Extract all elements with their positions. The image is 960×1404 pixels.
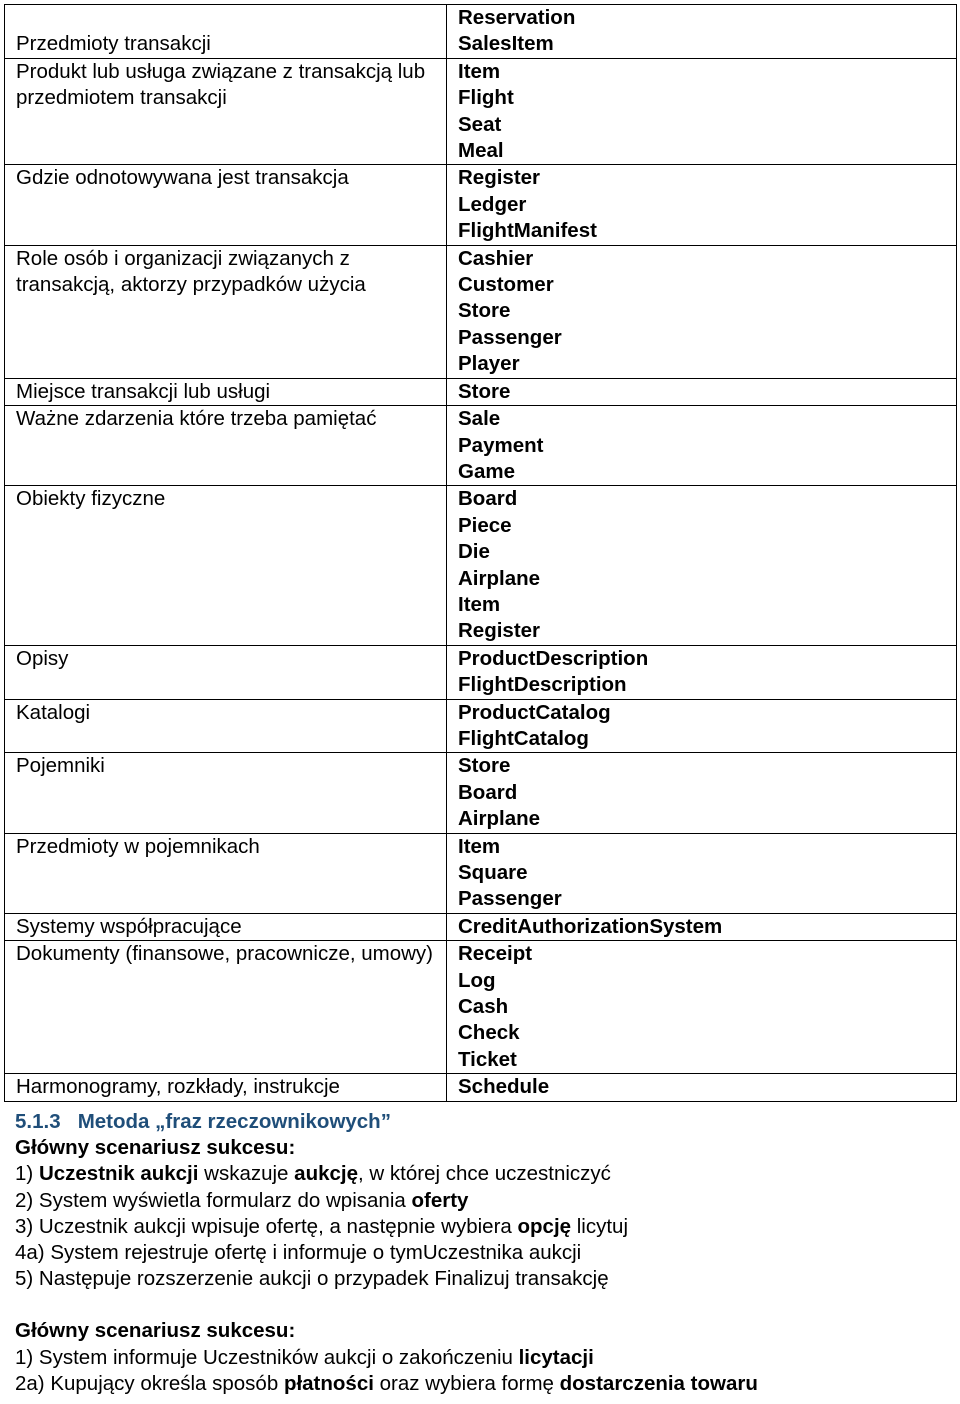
example-class: Square bbox=[458, 861, 528, 884]
table-row bbox=[5, 913, 957, 940]
table-row bbox=[5, 5, 957, 32]
scenario-1-title: Główny scenariusz sukcesu: bbox=[15, 1136, 296, 1160]
scenario-1-step-1: 1) Uczestnik aukcji wskazuje aukcję, w której chce uczestniczyć bbox=[15, 1162, 611, 1186]
section-title: Metoda „fraz rzeczownikowych” bbox=[77, 1110, 391, 1133]
example-class: CreditAuthorizationSystem bbox=[458, 914, 723, 938]
example-classes-cell bbox=[447, 486, 957, 645]
example-class: Game bbox=[458, 459, 515, 483]
example-class: Reservation bbox=[458, 6, 576, 29]
example-classes-cell bbox=[447, 58, 957, 165]
paragraph-gap bbox=[15, 1292, 950, 1318]
category-cell bbox=[5, 753, 447, 833]
table-row bbox=[5, 378, 957, 405]
category-cell bbox=[5, 833, 447, 913]
example-classes-cell bbox=[447, 913, 957, 940]
example-class: FlightDescription bbox=[458, 673, 627, 697]
example-class: Payment bbox=[458, 433, 544, 457]
example-classes-cell bbox=[447, 245, 957, 378]
example-class: Store bbox=[458, 754, 511, 778]
category-label: Produkt lub usługa związane z transakcją lub przedmiotem transakcji bbox=[16, 59, 426, 110]
example-class: Log bbox=[458, 968, 496, 992]
scenario-2-title: Główny scenariusz sukcesu: bbox=[15, 1319, 296, 1343]
scenario-1-step-2: 2) System wyświetla formularz do wpisania oferty bbox=[15, 1188, 469, 1212]
example-class: Cashier bbox=[458, 246, 534, 270]
category-label: Obiekty fizyczne bbox=[16, 487, 166, 511]
category-label: Ważne zdarzenia które trzeba pamiętać bbox=[16, 407, 377, 431]
category-cell bbox=[5, 5, 447, 32]
example-class: Register bbox=[458, 619, 541, 643]
concept-category-table bbox=[4, 4, 957, 1102]
example-class: Schedule bbox=[458, 1075, 550, 1099]
example-class: FlightCatalog bbox=[458, 726, 589, 750]
category-label: Przedmioty w pojemnikach bbox=[16, 834, 260, 858]
example-classes-cell bbox=[447, 406, 957, 486]
example-class: Airplane bbox=[458, 566, 541, 590]
category-cell bbox=[5, 165, 447, 245]
example-class: ProductCatalog bbox=[458, 700, 611, 724]
example-class: ProductDescription bbox=[458, 646, 649, 670]
category-cell bbox=[5, 378, 447, 405]
table-row bbox=[5, 1074, 957, 1101]
scenario-1-step-5: 5) Następuje rozszerzenie aukcji o przypadek Finalizuj transakcję bbox=[15, 1267, 609, 1291]
category-label: Dokumenty (finansowe, pracownicze, umowy) bbox=[16, 942, 433, 966]
example-classes-cell bbox=[447, 753, 957, 833]
category-label: Systemy współpracujące bbox=[16, 914, 242, 938]
category-label: Katalogi bbox=[16, 700, 91, 724]
category-cell bbox=[5, 406, 447, 486]
example-class: Flight bbox=[458, 86, 514, 110]
noun-phrase-section bbox=[15, 1109, 950, 1397]
example-class: Sale bbox=[458, 407, 501, 431]
example-class: Board bbox=[458, 780, 518, 804]
category-label: Role osób i organizacji związanych z transakcją, aktorzy przypadków użycia bbox=[16, 246, 366, 297]
section-heading bbox=[15, 1109, 950, 1135]
example-class: Meal bbox=[458, 139, 504, 163]
category-label: Opisy bbox=[16, 646, 69, 670]
category-label: Przedmioty transakcji bbox=[16, 32, 211, 56]
example-class: Ledger bbox=[458, 192, 527, 216]
category-label: Miejsce transakcji lub usługi bbox=[16, 379, 271, 403]
example-class: Board bbox=[458, 487, 518, 511]
table-row bbox=[5, 58, 957, 165]
category-cell bbox=[5, 1074, 447, 1101]
category-cell bbox=[5, 913, 447, 940]
example-class: Item bbox=[458, 834, 501, 858]
table-row bbox=[5, 245, 957, 378]
scenario-1-step-4a: 4a) System rejestruje ofertę i informuje o tymUczestnika aukcji bbox=[15, 1241, 582, 1265]
example-classes-cell bbox=[447, 5, 957, 32]
example-classes-cell bbox=[447, 833, 957, 913]
example-class: Player bbox=[458, 352, 520, 376]
example-class: Store bbox=[458, 379, 511, 403]
example-classes-cell bbox=[447, 31, 957, 58]
example-classes-cell bbox=[447, 645, 957, 699]
category-cell bbox=[5, 31, 447, 58]
example-class: Seat bbox=[458, 112, 502, 136]
section-number: 5.1.3 bbox=[15, 1110, 61, 1133]
category-label: Pojemniki bbox=[16, 754, 105, 778]
example-class: Customer bbox=[458, 273, 554, 297]
category-cell bbox=[5, 58, 447, 165]
category-cell bbox=[5, 245, 447, 378]
example-class: Item bbox=[458, 59, 501, 83]
example-class: SalesItem bbox=[458, 32, 554, 56]
example-class: FlightManifest bbox=[458, 219, 597, 243]
example-class: Passenger bbox=[458, 325, 562, 349]
example-class: Airplane bbox=[458, 807, 541, 831]
table-row bbox=[5, 486, 957, 645]
example-class: Cash bbox=[458, 995, 509, 1019]
scenario-2-step-1: 1) System informuje Uczestników aukcji o zakończeniu licytacji bbox=[15, 1345, 594, 1369]
category-cell bbox=[5, 486, 447, 645]
scenario-1-step-3: 3) Uczestnik aukcji wpisuje ofertę, a następnie wybiera opcję licytuj bbox=[15, 1214, 629, 1238]
table-row bbox=[5, 165, 957, 245]
table-row bbox=[5, 833, 957, 913]
category-cell bbox=[5, 941, 447, 1074]
table-row bbox=[5, 941, 957, 1074]
example-class: Passenger bbox=[458, 887, 562, 911]
example-class: Die bbox=[458, 540, 490, 564]
example-classes-cell bbox=[447, 1074, 957, 1101]
category-label: Harmonogramy, rozkłady, instrukcje bbox=[16, 1075, 340, 1099]
example-class: Check bbox=[458, 1021, 520, 1045]
example-classes-cell bbox=[447, 941, 957, 1074]
example-classes-cell bbox=[447, 378, 957, 405]
table-row bbox=[5, 31, 957, 58]
example-class: Register bbox=[458, 166, 541, 190]
table-row bbox=[5, 645, 957, 699]
table-row bbox=[5, 406, 957, 486]
category-cell bbox=[5, 699, 447, 753]
category-label: Gdzie odnotowywana jest transakcja bbox=[16, 166, 349, 190]
category-cell bbox=[5, 645, 447, 699]
example-classes-cell bbox=[447, 165, 957, 245]
table-row bbox=[5, 753, 957, 833]
example-class: Piece bbox=[458, 513, 512, 537]
table-row bbox=[5, 699, 957, 753]
example-classes-cell bbox=[447, 699, 957, 753]
example-class: Store bbox=[458, 299, 511, 323]
example-class: Ticket bbox=[458, 1047, 517, 1071]
example-class: Receipt bbox=[458, 942, 533, 966]
scenario-2-step-2a: 2a) Kupujący określa sposób płatności oraz wybiera formę dostarczenia towaru bbox=[15, 1371, 758, 1395]
example-class: Item bbox=[458, 592, 501, 616]
